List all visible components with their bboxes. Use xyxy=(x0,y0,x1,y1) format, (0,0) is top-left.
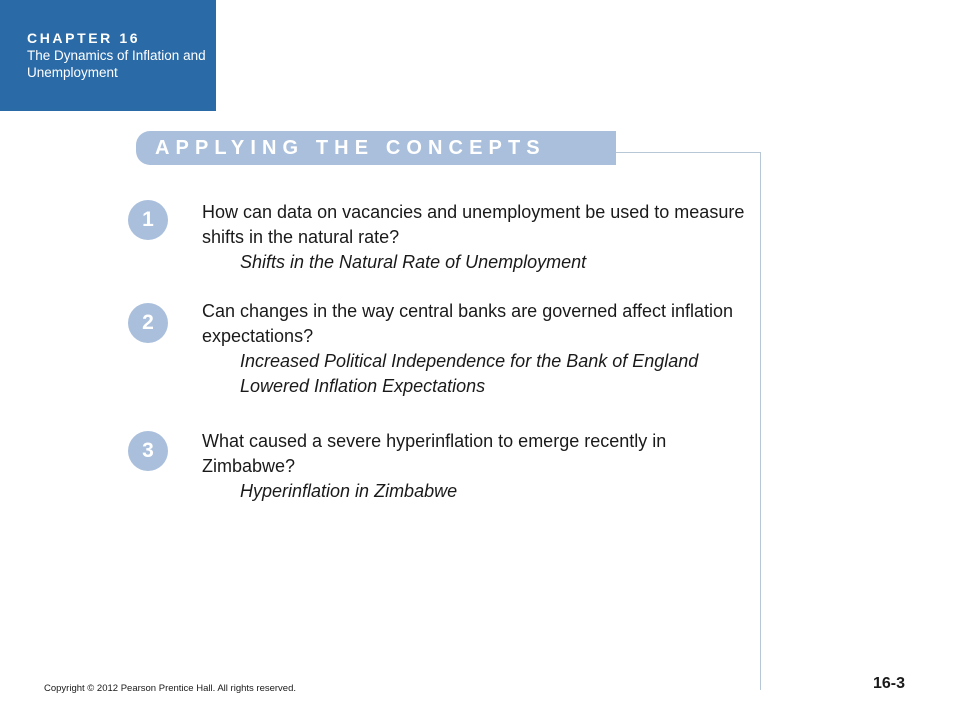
applying-concepts-banner: APPLYING THE CONCEPTS xyxy=(136,131,616,165)
chapter-label: CHAPTER 16 xyxy=(27,30,141,46)
item-number-badge: 1 xyxy=(128,200,168,240)
copyright-notice: Copyright © 2012 Pearson Prentice Hall. All rights reserved. xyxy=(44,683,297,694)
item-text xyxy=(202,429,752,504)
slide-number: 16-3 xyxy=(873,675,906,692)
item-number-badge: 2 xyxy=(128,303,168,343)
chapter-header-box xyxy=(0,0,216,111)
frame-top-line xyxy=(612,152,761,153)
chapter-title: The Dynamics of Inflation and Unemployment xyxy=(27,48,206,80)
item-text xyxy=(202,200,752,275)
item-question: What caused a severe hyperinflation to emerge recently in Zimbabwe? xyxy=(202,431,667,476)
frame-right-line xyxy=(760,152,761,690)
item-question: Can changes in the way central banks are governed affect inflation expectations? xyxy=(202,301,733,346)
item-number-badge: 3 xyxy=(128,431,168,471)
item-question: How can data on vacancies and unemployment be used to measure shifts in the natural rate? xyxy=(202,202,745,247)
item-answer: Shifts in the Natural Rate of Unemployment xyxy=(240,252,587,272)
item-answer: Hyperinflation in Zimbabwe xyxy=(240,481,458,501)
item-answer: Increased Political Independence for the Bank of England Lowered Inflation Expectations xyxy=(240,351,699,396)
item-text xyxy=(202,299,752,399)
